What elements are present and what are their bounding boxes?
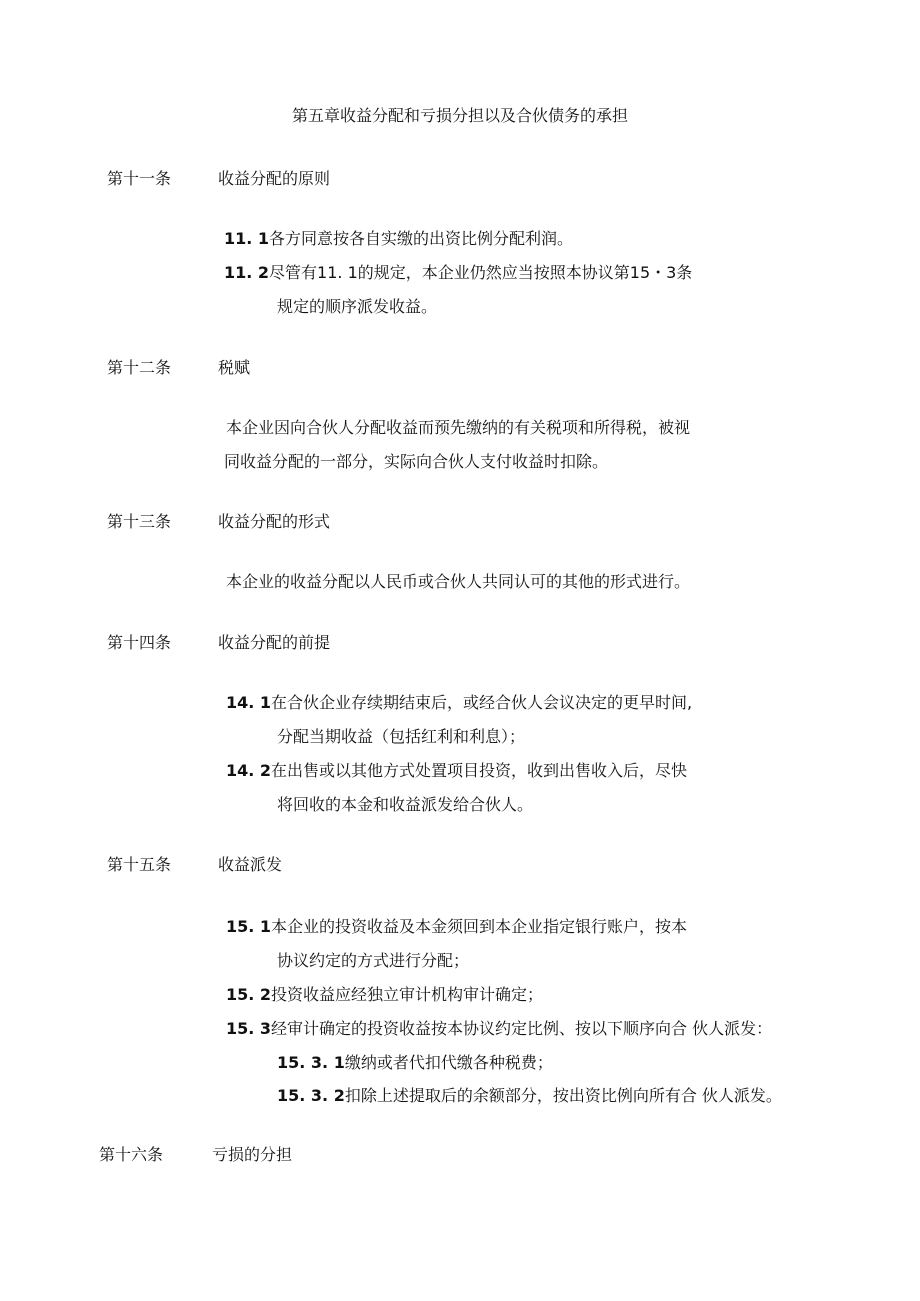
clause-text: 扣除上述提取后的余额部分，按出资比例向所有合 伙人派发。 (344, 1086, 782, 1105)
clause-line (224, 263, 692, 283)
article-label: 第十一条 (107, 169, 172, 188)
clause-text: 经审计确定的投资收益按本协议约定比例、按以下顺序向合 伙人派发： (271, 1019, 773, 1038)
article-heading: 收益分配的原则 (218, 169, 331, 188)
clause-number: 14. 2 (226, 761, 272, 780)
clause-continuation: 分配当期收益（包括红利和利息）； (277, 727, 526, 746)
paragraph-line: 本企业因向合伙人分配收益而预先缴纳的有关税项和所得税，被视 (226, 418, 691, 437)
chapter-title: 第五章收益分配和亏损分担以及合伙债务的承担 (291, 106, 628, 125)
subclause-line (277, 1086, 782, 1106)
clause-line (224, 229, 573, 249)
clause-text: 各方同意按各自实缴的出资比例分配利润。 (269, 229, 574, 248)
clause-line (226, 1019, 772, 1039)
article-label: 第十四条 (107, 633, 172, 652)
clause-line (226, 693, 692, 713)
clause-text: 尽管有11. 1的规定，本企业仍然应当按照本协议第15・3条 (269, 263, 693, 282)
clause-text: 在出售或以其他方式处置项目投资，收到出售收入后，尽快 (271, 761, 688, 780)
clause-number: 15. 3. 2 (277, 1086, 345, 1105)
article-label: 第十六条 (99, 1145, 164, 1164)
article-label: 第十三条 (107, 512, 172, 531)
article-label: 第十二条 (107, 358, 172, 377)
clause-text: 缴纳或者代扣代缴各种税费； (344, 1053, 553, 1072)
article-heading: 收益派发 (218, 855, 283, 874)
clause-number: 11. 1 (224, 229, 270, 248)
clause-number: 15. 2 (226, 985, 272, 1004)
subclause-line (277, 1053, 553, 1073)
clause-number: 11. 2 (224, 263, 270, 282)
clause-line (226, 761, 687, 781)
article-heading: 亏损的分担 (212, 1145, 293, 1164)
article-label: 第十五条 (107, 855, 172, 874)
clause-continuation: 将回收的本金和收益派发给合伙人。 (277, 795, 534, 814)
clause-line (226, 917, 687, 937)
paragraph-line: 同收益分配的一部分，实际向合伙人支付收益时扣除。 (224, 452, 609, 471)
clause-number: 15. 3 (226, 1019, 272, 1038)
clause-continuation: 规定的顺序派发收益。 (277, 297, 438, 316)
paragraph-line: 本企业的收益分配以人民币或合伙人共同认可的其他的形式进行。 (226, 572, 691, 591)
article-heading: 税赋 (218, 358, 251, 377)
clause-text: 本企业的投资收益及本金须回到本企业指定银行账户，按本 (271, 917, 688, 936)
clause-line (226, 985, 543, 1005)
clause-number: 14. 1 (226, 693, 272, 712)
article-heading: 收益分配的前提 (218, 633, 331, 652)
clause-number: 15. 3. 1 (277, 1053, 345, 1072)
article-heading: 收益分配的形式 (218, 512, 331, 531)
clause-number: 15. 1 (226, 917, 272, 936)
clause-continuation: 协议约定的方式进行分配； (277, 951, 470, 970)
clause-text: 投资收益应经独立审计机构审计确定； (271, 985, 544, 1004)
clause-text: 在合伙企业存续期结束后，或经合伙人会议决定的更早时间, (271, 693, 693, 712)
